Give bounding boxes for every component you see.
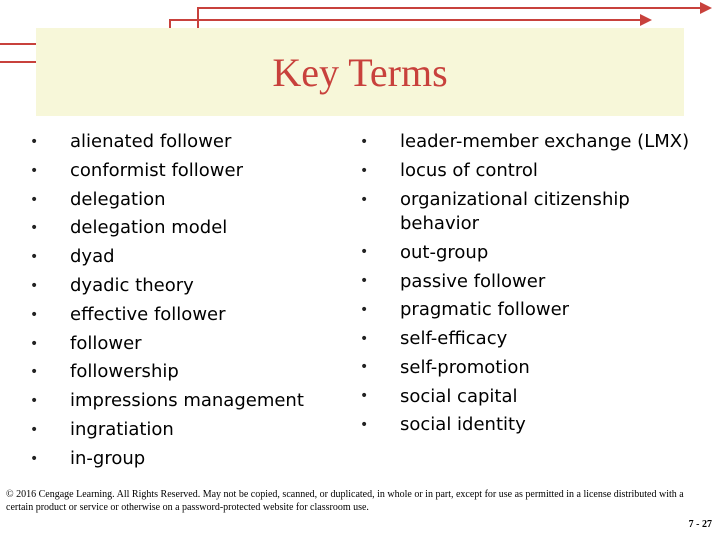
term-item [30, 301, 330, 330]
bullet-icon: • [360, 388, 369, 405]
term-label: passive follower [400, 270, 546, 292]
term-item [30, 358, 330, 387]
term-label: impressions management [70, 390, 304, 412]
term-label: conformist follower [70, 159, 244, 181]
term-label: organizational citizenship behavior [400, 188, 630, 234]
bullet-icon: • [360, 273, 369, 290]
bullet-icon: • [30, 220, 39, 237]
term-label: self-efficacy [400, 328, 508, 350]
term-label: locus of control [400, 160, 538, 182]
term-item [360, 325, 690, 354]
bullet-icon: • [360, 330, 369, 347]
term-label: out-group [400, 241, 489, 263]
term-label: delegation model [70, 217, 228, 239]
term-label: self-promotion [400, 356, 530, 378]
term-item [30, 416, 330, 445]
bullet-icon: • [30, 450, 39, 467]
bullet-icon: • [360, 191, 369, 208]
term-item [30, 445, 330, 474]
term-item [30, 214, 330, 243]
term-item [30, 387, 330, 416]
term-item [360, 411, 690, 440]
term-item [30, 272, 330, 301]
bullet-icon: • [30, 335, 39, 352]
bullet-icon: • [30, 393, 39, 410]
bullet-icon: • [30, 191, 39, 208]
bullet-icon: • [30, 306, 39, 323]
term-label: ingratiation [70, 418, 174, 440]
term-label: pragmatic follower [400, 299, 570, 321]
term-item [30, 330, 330, 359]
bullet-icon: • [30, 421, 39, 438]
term-label: social identity [400, 414, 526, 436]
term-label: dyad [70, 246, 115, 268]
term-item [30, 243, 330, 272]
right-terms-list [360, 128, 690, 440]
bullet-icon: • [30, 249, 39, 266]
bullet-icon: • [360, 244, 369, 261]
term-item [360, 353, 690, 382]
term-item [360, 382, 690, 411]
bullet-icon: • [360, 162, 369, 179]
term-item [360, 296, 690, 325]
term-label: in-group [70, 447, 146, 469]
term-label: social capital [400, 385, 518, 407]
term-label: effective follower [70, 303, 226, 325]
term-item [360, 238, 690, 267]
term-item [30, 157, 330, 186]
bullet-icon: • [360, 134, 369, 150]
bullet-icon: • [30, 364, 39, 381]
bullet-icon: • [360, 417, 369, 434]
term-label: delegation [70, 188, 166, 210]
term-label: leader-member exchange (LMX) [400, 131, 690, 153]
left-terms-list [30, 128, 330, 474]
term-item [30, 186, 330, 215]
page-number: 7 - 27 [688, 519, 712, 530]
term-label: follower [70, 332, 142, 354]
term-item [360, 267, 690, 296]
term-label: dyadic theory [70, 274, 194, 296]
term-item [30, 128, 330, 157]
bullet-icon: • [30, 277, 39, 294]
term-label: followership [70, 361, 179, 383]
bullet-icon: • [360, 359, 369, 376]
term-item [360, 128, 690, 157]
bullet-icon: • [30, 162, 39, 179]
slide-title: Key Terms [272, 50, 448, 95]
bullet-icon: • [30, 134, 39, 150]
term-item [360, 157, 690, 186]
term-item [360, 186, 690, 239]
bullet-icon: • [360, 301, 369, 318]
term-label: alienated follower [70, 131, 232, 152]
copyright-footer: © 2016 Cengage Learning. All Rights Reserved. May not be copied, scanned, or duplicated, in whole or in part, except for use as permitted in a license distributed with a certain product or service or otherwise on a password-protected website for classroom use. [6, 489, 684, 513]
